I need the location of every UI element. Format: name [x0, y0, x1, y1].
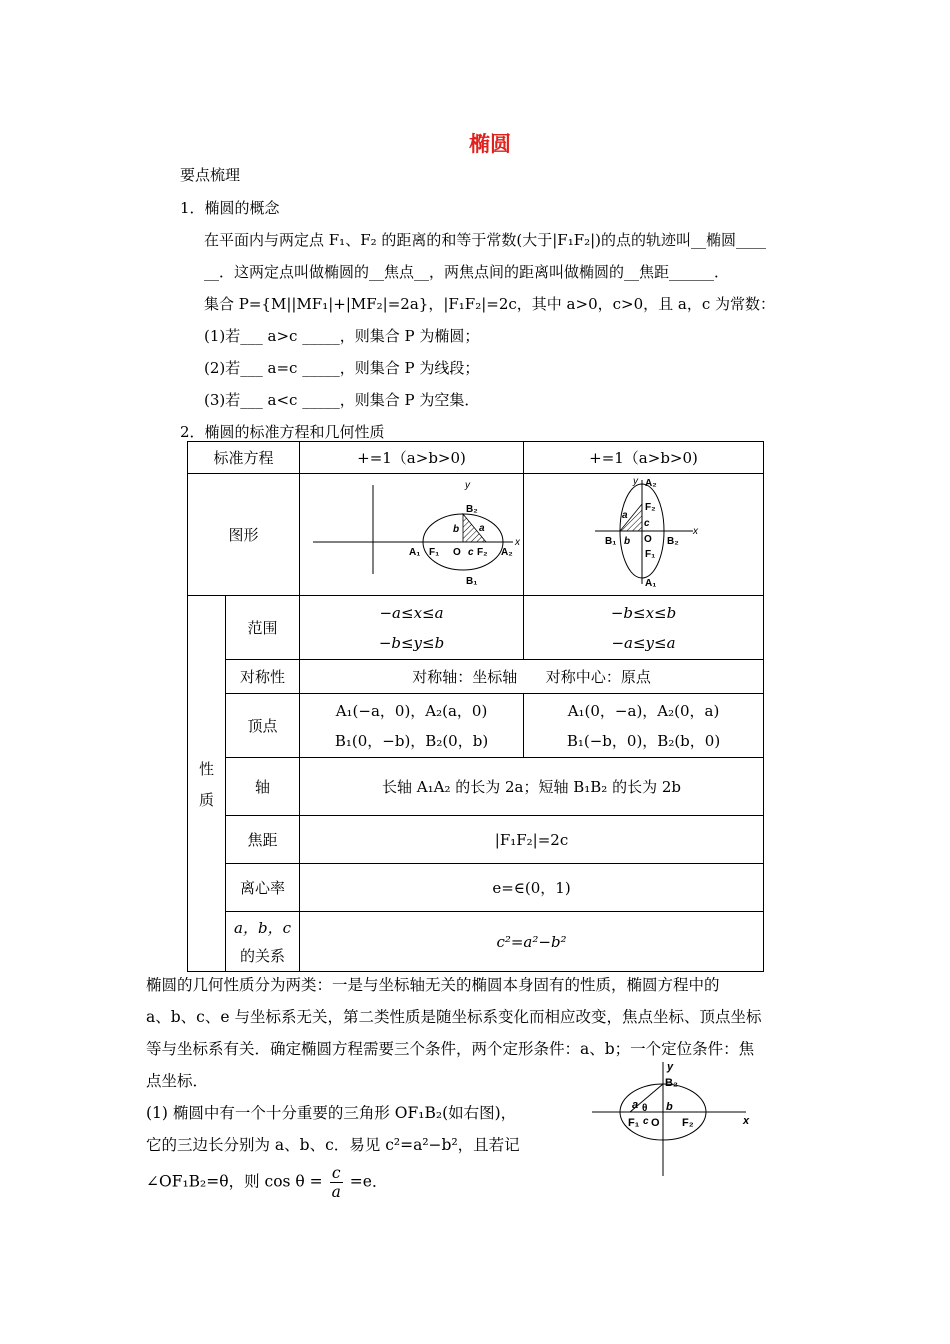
property-label-2: 质	[198, 790, 214, 809]
figure-vertical	[524, 474, 764, 596]
label-A1-2: A₁	[644, 578, 656, 589]
label-B2-2: B₂	[666, 536, 679, 547]
para-line7-end: =e．	[349, 1172, 388, 1191]
label-b-2: b	[623, 536, 630, 547]
eccentricity-label: 离心率	[226, 864, 300, 912]
label-x: x	[514, 537, 520, 548]
relation-label-1: a，b，c	[234, 918, 291, 937]
figure-horizontal	[300, 474, 524, 596]
fraction-numerator: c	[330, 1164, 343, 1183]
label-a: a	[478, 523, 485, 534]
symmetry-value: 对称轴：坐标轴 对称中心：原点	[300, 660, 764, 694]
s1-line1: 在平面内与两定点 F₁、F₂ 的距离的和等于常数(大于|F₁F₂|)的点的轨迹叫__椭圆____	[204, 231, 767, 249]
vertex-label: 顶点	[226, 694, 300, 758]
label-B2-3: B₂	[665, 1077, 678, 1089]
s2-heading: 2．椭圆的标准方程和几何性质	[180, 423, 385, 441]
label-B1-2: B₁	[604, 536, 616, 547]
vertical-ellipse-diagram	[525, 474, 763, 591]
label-F2-3: F₂	[682, 1117, 694, 1129]
fraction-denominator: a	[331, 1183, 341, 1201]
label-O-2: O	[643, 534, 652, 545]
axis-label: 轴	[226, 758, 300, 816]
label-F1-3: F₁	[628, 1117, 640, 1129]
s1-case1: (1)若___ a>c _____，则集合 P 为椭圆；	[204, 327, 480, 345]
para-line7	[146, 1164, 387, 1201]
hdr-label: 标准方程	[188, 442, 300, 474]
para-line3: 等与坐标系有关．确定椭圆方程需要三个条件，两个定形条件：a、b；一个定位条件：焦	[146, 1040, 755, 1058]
label-c-3: c	[643, 1116, 649, 1127]
focal-label: 焦距	[226, 816, 300, 864]
para-line5: (1) 椭圆中有一个十分重要的三角形 OF₁B₂(如右图)，	[146, 1104, 517, 1122]
label-b: b	[452, 524, 459, 535]
label-O: O	[452, 547, 461, 558]
page-title: 椭圆	[469, 131, 511, 156]
label-F2: F₂	[476, 547, 488, 558]
label-O-3: O	[651, 1117, 660, 1129]
label-B2: B₂	[465, 504, 478, 515]
para-line2: a、b、c、e 与坐标系无关，第二类性质是随坐标系变化而相应改变，焦点坐标、顶点坐标	[146, 1008, 762, 1026]
range-horizontal	[300, 596, 524, 660]
s1-case2: (2)若___ a=c _____，则集合 P 为线段；	[204, 359, 480, 377]
vertex-v-b: B₁(−b，0)，B₂(b，0)	[566, 731, 721, 750]
label-A2: A₂	[500, 547, 513, 558]
property-label-1: 性	[198, 759, 214, 778]
triangle-ellipse-diagram	[588, 1058, 758, 1178]
label-y-2: y	[632, 476, 638, 487]
label-c-2: c	[643, 518, 650, 529]
para-line4: 点坐标．	[146, 1072, 209, 1090]
label-F2-2: F₂	[644, 502, 656, 513]
vertex-horizontal	[300, 694, 524, 758]
label-theta-3: θ	[642, 1103, 648, 1114]
range-vertical	[524, 596, 764, 660]
s1-heading: 1．椭圆的概念	[180, 199, 280, 217]
property-label	[188, 596, 226, 972]
range-label: 范围	[226, 596, 300, 660]
focal-value: |F₁F₂|=2c	[300, 816, 764, 864]
label-B1: B₁	[465, 576, 477, 587]
s1-line3: 集合 P={M||MF₁|+|MF₂|=2a}，|F₁F₂|=2c，其中 a>0，c>0，且 a，c 为常数：	[204, 295, 776, 313]
relation-label	[226, 912, 300, 972]
vertex-v-a: A₁(0，−a)，A₂(0，a)	[567, 701, 720, 720]
label-F1-2: F₁	[644, 549, 655, 560]
vertex-h-a: A₁(−a，0)，A₂(a，0)	[335, 701, 488, 720]
axis-value: 长轴 A₁A₂ 的长为 2a；短轴 B₁B₂ 的长为 2b	[300, 758, 764, 816]
horizontal-ellipse-diagram	[301, 474, 523, 591]
label-x-2: x	[692, 526, 698, 537]
para-line6: 它的三边长分别为 a、b、c．易见 c²=a²−b²，且若记	[146, 1136, 520, 1154]
label-c: c	[467, 547, 474, 558]
label-F1: F₁	[428, 547, 439, 558]
range-h-x: −a≤x≤a	[379, 603, 444, 622]
label-a-2: a	[621, 510, 628, 521]
property-table	[187, 441, 764, 972]
range-h-y: −b≤y≤b	[378, 633, 445, 652]
range-v-x: −b≤x≤b	[610, 603, 677, 622]
label-a-3: a	[632, 1099, 639, 1111]
para-line7-text: ∠OF₁B₂=θ，则 cos θ =	[146, 1172, 323, 1191]
s1-case3: (3)若___ a<c _____，则集合 P 为空集．	[204, 391, 480, 409]
relation-label-2: 的关系	[240, 946, 286, 965]
eccentricity-value: e=∈(0，1)	[300, 864, 764, 912]
equation-2: +=1（a>b>0)	[524, 442, 764, 474]
para-line1: 椭圆的几何性质分为两类：一是与坐标轴无关的椭圆本身固有的性质，椭圆方程中的	[146, 976, 720, 994]
label-b-3: b	[666, 1101, 673, 1113]
label-A1: A₁	[408, 547, 420, 558]
label-y: y	[464, 480, 470, 491]
label-y-3: y	[667, 1061, 674, 1073]
symmetry-label: 对称性	[226, 660, 300, 694]
vertex-vertical	[524, 694, 764, 758]
label-x-3: x	[743, 1115, 750, 1127]
label-A2-2: A₂	[644, 478, 657, 489]
range-v-y: −a≤y≤a	[611, 633, 676, 652]
vertex-h-b: B₁(0，−b)，B₂(0，b)	[334, 731, 489, 750]
section-heading: 要点梳理	[180, 166, 241, 184]
figure-label: 图形	[188, 474, 300, 596]
s1-line2: __．这两定点叫做椭圆的__焦点__，两焦点间的距离叫做椭圆的__焦距______．	[204, 263, 730, 281]
equation-1: +=1（a>b>0)	[300, 442, 524, 474]
relation-value: c²=a²−b²	[300, 912, 764, 972]
